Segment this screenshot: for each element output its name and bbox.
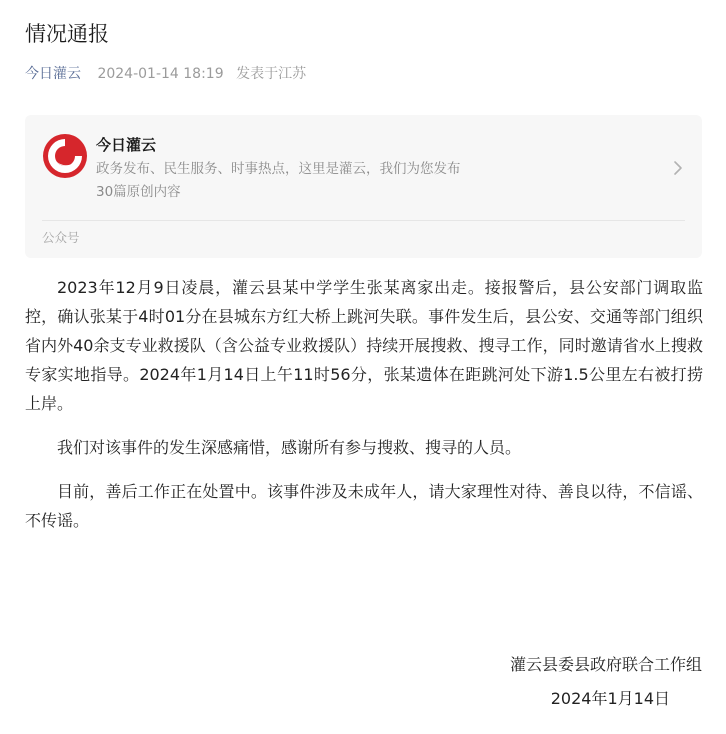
article-paragraph: 目前，善后工作正在处置中。该事件涉及未成年人，请大家理性对待、善良以待，不信谣、不传谣。 bbox=[25, 482, 703, 530]
signature bbox=[510, 650, 702, 713]
article-body bbox=[25, 273, 703, 550]
page-title: 情况通报 bbox=[25, 22, 109, 46]
article-paragraph: 我们对该事件的发生深感痛惜，感谢所有参与搜救、搜寻的人员。 bbox=[57, 438, 522, 457]
account-card[interactable] bbox=[25, 115, 702, 258]
article-paragraph: 2023年12月9日凌晨，灌云县某中学学生张某离家出走。接报警后，县公安部门调取监控，确认张某于4时01分在县城东方红大桥上跳河失联。事件发生后，县公安、交通等部门组织省内外40余支专业救援队（含公益专业救援队）持续开展搜救、搜寻工作，同时邀请省水上搜救专家实地指导。2024年1月14日上午11时56分，张某遗体在距跳河处下游1.5公里左右被打捞上岸。 bbox=[25, 278, 703, 413]
publish-location: 发表于江苏 bbox=[236, 66, 307, 82]
signature-date: 2024年1月14日 bbox=[550, 689, 670, 708]
chevron-right-icon[interactable] bbox=[672, 159, 684, 177]
account-description: 政务发布、民生服务、时事热点，这里是灌云，我们为您发布 bbox=[96, 161, 461, 177]
account-type-label: 公众号 bbox=[42, 230, 80, 245]
publish-datetime: 2024-01-14 18:19 bbox=[97, 66, 224, 82]
account-name: 今日灌云 bbox=[96, 136, 157, 154]
card-divider bbox=[42, 220, 685, 221]
jinri-guanyun-logo-icon bbox=[42, 133, 88, 179]
signature-organization: 灌云县委县政府联合工作组 bbox=[509, 655, 702, 674]
article-meta bbox=[25, 64, 306, 84]
original-count: 30篇原创内容 bbox=[96, 184, 181, 200]
account-link[interactable]: 今日灌云 bbox=[25, 66, 81, 82]
